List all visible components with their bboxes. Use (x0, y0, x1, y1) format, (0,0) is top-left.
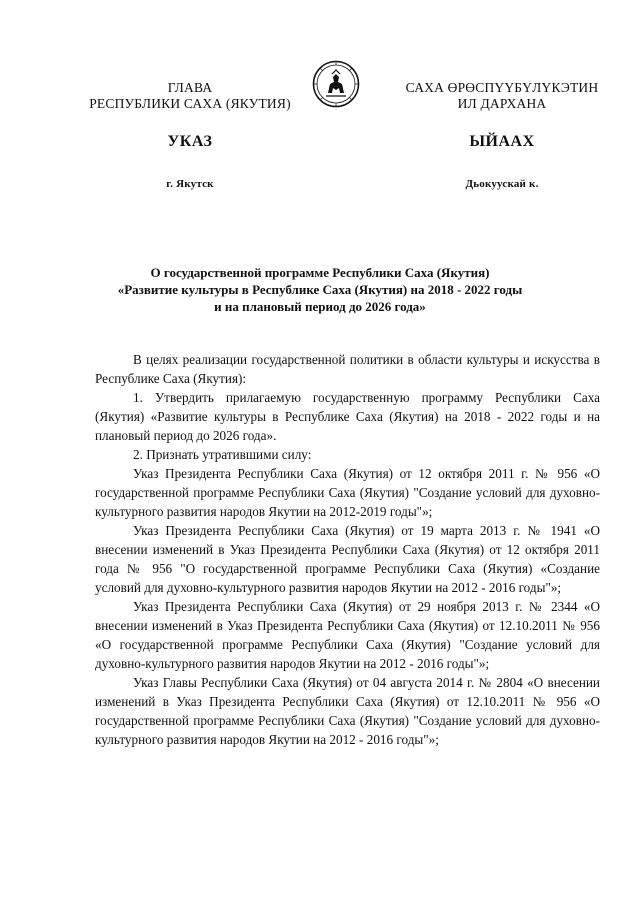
body-paragraph: Указ Президента Республики Саха (Якутия) от 12 октября 2011 г. № 956 «О государственной программе Республики Саха (Якутия) "Создание условий для духовно-культурного развития народов Якутии на 2012-2019 годы"»; (95, 466, 600, 519)
city-ru: г. Якутск (166, 178, 214, 190)
header-right-line2: ИЛ ДАРХАНА (457, 96, 547, 111)
decree-title-ru: УКАЗ (167, 133, 213, 150)
body-paragraph: Указ Президента Республики Саха (Якутия) от 29 ноября 2013 г. № 2344 «О внесении изменений в Указ Президента Республики Саха (Якутия) от 12.10.2011 № 956 «О государственной программе Республики Саха (Якутия) "Создание условий для духовно-культурного развития народов Якутии на 2012 - 2016 годы"»; (95, 599, 600, 671)
body-paragraph: 2. Признать утратившими силу: (133, 447, 312, 462)
body-paragraph: Указ Главы Республики Саха (Якутия) от 04 августа 2014 г. № 2804 «О внесении изменений в Указ Президента Республики Саха (Якутия) от 12.10.2011 № 956 «О государственной программе Республики Саха (Якутия) "Создание условий для духовно-культурного развития народов Якутии на 2012 - 2016 годы"»; (95, 675, 600, 747)
decree-title-sakha: ЫЙААХ (469, 133, 535, 150)
city-sakha: Дьокуускай к. (465, 178, 539, 190)
document-body (95, 350, 600, 749)
header-left-line2: РЕСПУБЛИКИ САХА (ЯКУТИЯ) (89, 96, 291, 111)
body-paragraph: 1. Утвердить прилагаемую государственную программу Республики Саха (Якутия) «Развитие культуры в Республике Саха (Якутия) на 2018 - 2022 годы и на плановый период до 2026 года». (95, 390, 600, 443)
body-paragraph: Указ Президента Республики Саха (Якутия) от 19 марта 2013 г. № 1941 «О внесении изменений в Указ Президента Республики Саха (Якутия) от 12 октября 2011 года № 956 "О государственной программе Республики Саха (Якутия) «Создание условий для духовно-культурного развития народов Якутии на 2012 - 2016 годы"»; (95, 523, 600, 595)
title-line-3: и на плановый период до 2026 года» (214, 299, 426, 314)
header-left (80, 80, 300, 192)
header-left-line1: ГЛАВА (167, 80, 213, 95)
title-line-2: «Развитие культуры в Республике Саха (Якутия) на 2018 - 2022 годы (117, 282, 523, 297)
coat-of-arms-emblem (312, 60, 360, 108)
body-paragraph: В целях реализации государственной политики в области культуры и искусства в Республике Саха (Якутия): (95, 352, 600, 386)
header-right-line1: САХА ӨРӨСПҮҮБҮЛҮКЭТИН (405, 80, 599, 95)
title-line-1: О государственной программе Республики Саха (Якутия) (150, 265, 490, 280)
document-title (60, 264, 580, 315)
header-right (392, 80, 612, 192)
